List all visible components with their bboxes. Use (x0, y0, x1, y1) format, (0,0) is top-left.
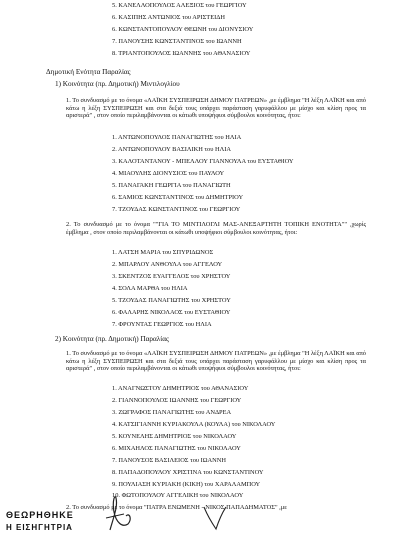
list-item: 2. ΑΝΤΩΝΟΠΟΥΛΟΥ ΒΑΣΙΛΙΚΗ του ΗΛΙΑ (112, 146, 231, 153)
list-item: 5. ΤΖΟΥΔΑΣ ΠΑΝΑΓΙΩΤΗΣ του ΧΡΗΣΤΟΥ (112, 297, 231, 304)
list-item: 1. ΑΝΤΩΝΟΠΟΥΛΟΣ ΠΑΝΑΓΙΩΤΗΣ του ΗΛΙΑ (112, 134, 242, 141)
list-item: 2. ΓΙΑΝΝΟΠΟΥΛΟΣ ΙΩΑΝΝΗΣ του ΓΕΩΡΓΙΟΥ (112, 397, 242, 404)
list-item: 6. ΣΑΜΙΟΣ ΚΩΝΣΤΑΝΤΙΝΟΣ του ΔΗΜΗΤΡΙΟΥ (112, 194, 244, 201)
list-item: 7. ΠΑΝΟΥΣΟΣ ΒΑΣΙΛΕΙΟΣ του ΙΩΑΝΝΗ (112, 457, 226, 464)
list-item: 8. ΤΡΙΑΝΤΟΠΟΥΛΟΣ ΙΩΑΝΝΗΣ του ΑΘΑΝΑΣΙΟΥ (112, 50, 251, 57)
list-item: 4. ΜΙΑΟΥΛΗΣ ΔΙΟΝΥΣΙΟΣ του ΠΑΥΛΟΥ (112, 170, 225, 177)
list-item: 5. ΚΑΝΕΛΛΟΠΟΥΛΟΣ ΑΛΕΞΙΟΣ του ΓΕΩΡΓΙΟΥ (112, 2, 247, 9)
list-item: 1. ΛΑΤΣΗ ΜΑΡΙΑ του ΣΠΥΡΙΔΩΝΟΣ (112, 249, 214, 256)
list-item: 6. ΚΩΝΣΤΑΝΤΟΠΟΥΛΟΥ ΘΕΩΝΗ του ΔΙΟΝΥΣΙΟΥ (112, 26, 254, 33)
handwritten-signature (100, 494, 170, 533)
list-item: 7. ΠΑΝΟΥΣΗΣ ΚΩΝΣΤΑΝΤΙΝΟΣ του ΙΩΑΝΝΗ (112, 38, 242, 45)
paragraph: 2. Το συνδυασμό με το όνομα "ΠΑΤΡΑ ΕΝΩΜΕΝΗ - ΝΙΚΟΣ ΠΑΠΑΔΗΜΑΤΟΣ" ,με (66, 504, 287, 511)
list-item: 9. ΠΟΥΛΙΑΣΗ ΚΥΡΙΑΚΗ (ΚΙΚΗ) του ΧΑΡΑΛΑΜΠΟΥ (112, 481, 261, 488)
list-item: 5. ΠΑΝΑΓΑΚΗ ΓΕΩΡΓΙΑ του ΠΑΝΑΓΙΩΤΗ (112, 182, 231, 189)
section-title: 1) Κοινότητα (πρ. Δημοτική) Μιντιλογλίου (55, 80, 180, 88)
handwritten-mark (200, 503, 230, 533)
list-item: 4. ΣΟΛΑ ΜΑΡΘΑ του ΗΛΙΑ (112, 285, 188, 292)
stamp-rapporteur: Η ΕΙΣΗΓΗΤΡΙΑ (6, 523, 73, 532)
paragraph: 2. Το συνδυασμό με το όνομα ""ΓΙΑ ΤΟ ΜΙΝΤΙΛΟΓΛΙ ΜΑΣ-ΑΝΕΞΑΡΤΗΤΗ ΤΟΠΙΚΗ ΕΝΟΤΗΤΑ"" ,χωρίς έμβλημα , στον οποίο περιλαμβάνονται οι κάτωθι υποψήφιοι σύμβουλοι κοινότητας, ήτοι: (66, 221, 366, 236)
list-item: 6. ΚΑΣΙΠΗΣ ΑΝΤΩΝΙΟΣ του ΑΡΙΣΤΕΙΔΗ (112, 14, 225, 21)
stamp-approved: ΘΕΩΡΗΘΗΚΕ (6, 510, 74, 520)
list-item: 2. ΜΠΑΡΛΟΥ ΑΝΘΟΥΛΑ του ΑΓΓΕΛΟΥ (112, 261, 223, 268)
list-item: 1. ΑΝΑΓΝΩΣΤΟΥ ΔΗΜΗΤΡΙΟΣ του ΑΘΑΝΑΣΙΟΥ (112, 385, 249, 392)
list-item: 3. ΖΩΓΡΑΦΟΣ ΠΑΝΑΓΙΩΤΗΣ του ΑΝΔΡΕΑ (112, 409, 232, 416)
list-item: 7. ΦΡΟΥΝΤΑΣ ΓΕΩΡΓΙΟΣ του ΗΛΙΑ (112, 321, 212, 328)
paragraph: 1. Το συνδυασμό με το όνομα «ΛΑΪΚΗ ΣΥΣΠΕΙΡΩΣΗ ΔΗΜΟΥ ΠΑΤΡΕΩΝ» ,με έμβλημα "Η λέξη ΛΑΪΚΗ και από κάτω η λέξη ΣΥΣΠΕΙΡΩΣΗ και στα δεξιά τους υπάρχει παράσταση γαρυφάλλου με μίσχο και κλίση προς τα αριστερά" , στον οποίο περιλαμβάνονται οι κάτωθι υποψήφιοι σύμβουλοι κοινότητας, ήτοι: (66, 97, 366, 120)
unit-title: Δημοτική Ενότητα Παραλίας (46, 68, 131, 76)
list-item: 6. ΜΙΧΑΗΛΟΣ ΠΑΝΑΓΙΩΤΗΣ του ΝΙΚΟΛΑΟΥ (112, 445, 241, 452)
list-item: 8. ΠΑΠΑΔΟΠΟΥΛΟΥ ΧΡΙΣΤΙΝΑ του ΚΩΝΣΤΑΝΤΙΝΟΥ (112, 469, 264, 476)
footer (0, 494, 400, 533)
list-item: 7. ΤΖΟΥΔΑΣ ΚΩΝΣΤΑΝΤΙΝΟΣ του ΓΕΩΡΓΙΟΥ (112, 206, 241, 213)
list-item: 3. ΚΑΛΟΤΑΝΤΑΝΟΥ - ΜΠΕΛΛΟΥ ΓΙΑΝΝΟΥΛΑ του ΕΥΣΤΑΘΙΟΥ (112, 158, 294, 165)
list-item: 5. ΚΟΥΝΕΛΗΣ ΔΗΜΗΤΡΙΟΣ του ΝΙΚΟΛΑΟΥ (112, 433, 237, 440)
list-item: 4. ΚΑΤΣΙΓΙΑΝΝΗ ΚΥΡΙΑΚΟΥΛΑ (ΚΟΥΛΑ) του ΝΙΚΟΛΑΟΥ (112, 421, 276, 428)
paragraph: 1. Το συνδυασμό με το όνομα «ΛΑΪΚΗ ΣΥΣΠΕΙΡΩΣΗ ΔΗΜΟΥ ΠΑΤΡΕΩΝ» ,με έμβλημα "Η λέξη ΛΑΪΚΗ και από κάτω η λέξη ΣΥΣΠΕΙΡΩΣΗ και στα δεξιά τους υπάρχει παράσταση γαρυφάλλου με μίσχο και κλίση προς τα αριστερά" , στον οποίο περιλαμβάνονται οι κάτωθι υποψήφιοι σύμβουλοι κοινότητας, ήτοι: (66, 350, 366, 373)
list-item: 6. ΦΑΛΑΡΗΣ ΝΙΚΟΛΑΟΣ του ΕΥΣΤΑΘΙΟΥ (112, 309, 231, 316)
section-title: 2) Κοινότητα (πρ. Δημοτική) Παραλίας (55, 335, 169, 343)
list-item: 10. ΦΩΤΟΠΟΥΛΟΥ ΑΓΓΕΛΙΚΗ του ΝΙΚΟΛΑΟΥ (112, 492, 244, 499)
list-item: 3. ΣΚΕΝΤΖΟΣ ΕΥΑΓΓΕΛΟΣ του ΧΡΗΣΤΟΥ (112, 273, 231, 280)
